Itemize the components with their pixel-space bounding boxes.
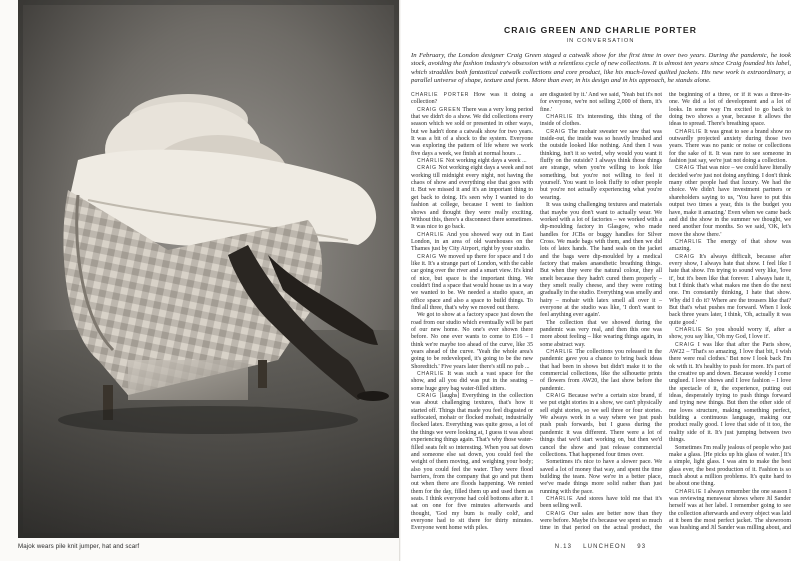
speaker-name: CHARLIE <box>546 114 574 121</box>
interview-paragraph <box>669 92 791 129</box>
magazine-name: LUNCHEON <box>583 544 627 550</box>
paragraph-text: The energy of that show was amazing. <box>669 238 791 253</box>
interview-paragraph <box>669 445 791 489</box>
paragraph-text: It was such a vast space for the show, and all you did was put in the seating – some huge grey bag water-filled sitters. <box>411 371 533 392</box>
article-body <box>411 92 791 532</box>
right-page <box>401 0 800 561</box>
interview-paragraph <box>669 165 791 238</box>
page-folio <box>401 544 800 550</box>
interview-paragraph <box>540 114 662 129</box>
interview-paragraph <box>540 393 662 459</box>
interview-paragraph <box>669 254 791 327</box>
paragraph-text: Because we're a certain size brand, if we put eight stories in a show, we can't physically sell eight stories, so we sell three or four stories. We always work in a way where we just push push push forwards, but I guess during the pandemic it was different. There were a lot of things that we'd start working on, but then we'd cancel the show and just release commercial collections. That happened four times over. <box>540 393 662 458</box>
speaker-name: CRAIG <box>546 510 566 517</box>
paragraph-text: We got to show at a factory space just down the road from our studio which eventually will be part of our new home. No one's ever shown there before. No one ever wants to come to E16 – I think we're maybe too ahead of the curve, like 35 years ahead of the curve. 'Yeah the whole area's going to be redeveloped, it's going to be the new Shoreditch.' Five years later there's still no pub ... <box>411 312 533 370</box>
speaker-name: CRAIG <box>417 253 437 260</box>
page-number: 93 <box>637 544 647 550</box>
interview-paragraph <box>411 371 533 393</box>
article-headline: CRAIG GREEN AND CHARLIE PORTER <box>503 25 698 35</box>
speaker-name: CHARLIE <box>675 327 703 333</box>
photo-caption: Majok wears pile knit jumper, hat and scarf <box>18 543 140 550</box>
paragraph-text: There was a very long period that we didn't do a show. We did collections every season which we sold or presented in other ways, but we hadn't done a catwalk show for two years. It was a bit of a shock to the system. Everyone was exploring the pattern of life where we work five days a week, we finish at normal hours ... <box>411 106 533 157</box>
speaker-name: CHARLIE <box>675 488 703 495</box>
interview-paragraph <box>411 92 533 107</box>
paragraph-text: It was great to see a brand show no outwardly projected anxiety during those two years. There was no panic or noise or collections for the sake of it. It was rare to see someone in fashion just say, we're just not doing a collection. <box>669 128 791 165</box>
paragraph-text: That was nice – we could have literally decided we're just not doing anything. I don't think many other people had that luxury. We had the choice. We didn't have investment partners or shareholders saying to us, 'You have to put this output two times a year, this is the budget you have, make it amazing.' Even when we came back and did the show in the summer we thought, we need another four months. So we said, 'OK, let's move the show there.' <box>669 165 791 238</box>
paragraph-text: How was it doing a collection? <box>411 92 533 106</box>
text-column-3 <box>669 92 791 532</box>
paragraph-text: Not working eight days a week and not working till midnight every night, not having the chaos of show and everything else that goes with it. But we missed it and it's an important thing to get back to doing. It's seen why I wanted to do fashion at college, because I went to fashion shows and thought they were really exciting. Without this, there's a disconnect there sometimes. It was nice to go back. <box>411 165 533 231</box>
interview-paragraph <box>540 202 662 320</box>
article-subhead: IN CONVERSATION <box>566 38 635 44</box>
speaker-name: CRAIG <box>675 341 695 348</box>
speaker-name: CRAIG GREEN <box>417 106 461 113</box>
interview-paragraph <box>411 232 533 254</box>
speaker-name: CHARLIE <box>546 495 574 502</box>
paragraph-text: And you showed way out in East London, in an area of old warehouses on the Thames just by City Airport, right by your studio. <box>411 231 533 253</box>
paragraph-text: Our sales are better now than they were before. Maybe it's because we spent so much time in that period on the actual product, the <box>540 510 662 532</box>
issue-number: N.13 <box>554 544 573 550</box>
interview-paragraph <box>411 254 533 313</box>
paragraph-text: Sometimes I'm really jealous of people who just make a glass. [He picks up his glass of water.] It's a simple, light glass. I was aim to make the best glass ever, the best production of it. Fashion is so much about a million problems. It's quite hard to be about one thing. <box>669 444 791 488</box>
paragraph-text: So you should worry if, after a show, you say like, 'Oh my God, I love it'. <box>669 327 791 341</box>
paragraph-text: Sometimes it's nice to have a slower pace. We saved a lot of money that way, and spent the time building the team. Now we're in a better place, we've made things more solid rather than just running with the pace. <box>540 459 662 495</box>
paragraph-text: The mohair sweater we saw that was inside-out, the inside was so heavily brushed and the outside looked like nothing. And then I was thinking, isn't it so weird, why would you want it fluffy on the outside? I always think those things are strange, when you're willing to look like something, but you're not willing to feel it yourself. You want to look fluffy to other people but you're not actually experiencing what you're wearing. <box>540 128 662 201</box>
interview-paragraph <box>411 393 533 532</box>
interview-paragraph <box>411 165 533 231</box>
interview-paragraph <box>669 327 791 342</box>
interview-paragraph <box>669 489 791 532</box>
speaker-name: CHARLIE <box>675 128 703 135</box>
speaker-name: CHARLIE <box>417 231 445 238</box>
paragraph-text: The collections you released in the pandemic gave you a chance to bring back ideas that had been in shows but didn't make it to the commercial collections, like the silhouette prints of flowers from AW20, the last show before the pandemic. <box>540 349 662 392</box>
paragraph-text: are disgusted by it.' And we said, 'Yeah but it's not for everyone, we're not selling 2,000 of them, it's fine.' <box>540 92 662 113</box>
interview-paragraph <box>540 349 662 393</box>
interview-paragraph <box>669 129 791 166</box>
article-intro: In February, the London designer Craig Green staged a catwalk show for the first time in over two years. During the pandemic, he took stock, avoiding the fashion industry's obsession with a relentless cycle of new collections. It is almost ten years since Craig founded his label, which straddles both fantastical catwalk collections and core product, like his much-loved quilted jackets. His new work is extraordinary, a parallel universe of shape, texture and form. More than ever, in his design and in his approach, he stands alone. <box>411 52 791 85</box>
speaker-name: CRAIG <box>417 165 437 172</box>
interview-paragraph <box>540 496 662 511</box>
speaker-name: CRAIG <box>546 393 566 400</box>
interview-paragraph <box>540 320 662 349</box>
interview-paragraph <box>669 239 791 254</box>
speaker-name: CHARLIE PORTER <box>411 92 470 98</box>
text-column-1 <box>411 92 533 532</box>
paragraph-text: The collection that we showed during the pandemic was very real, and then this one was more about feeling – like wearing things again, in some abstract way. <box>540 319 662 348</box>
speaker-name: CHARLIE <box>675 238 703 245</box>
interview-paragraph <box>540 92 662 114</box>
interview-paragraph <box>411 107 533 158</box>
interview-paragraph <box>540 511 662 532</box>
left-page <box>0 0 399 561</box>
interview-paragraph <box>669 342 791 445</box>
speaker-name: CRAIG <box>675 253 695 260</box>
paragraph-text: And stores have told me that it's been selling well. <box>540 495 662 510</box>
interview-paragraph <box>540 459 662 496</box>
text-column-2 <box>540 92 662 532</box>
speaker-name: CHARLIE <box>546 349 574 356</box>
paragraph-text: Not working eight days a week ... <box>445 158 527 165</box>
interview-paragraph <box>411 158 533 165</box>
paragraph-text: It's interesting, this thing of the inside of clothes. <box>540 114 662 128</box>
paragraph-text: [laughs] Everything in the collection was about challenging textures, that's how it started off. Things that made you feel disgusted or suffocated, mohair or flocked mohair, industrially flocked latex. Everything was quite gross, a lot of the things we were looking at, I guess it was about experiencing things again. That's why those water-filled seats felt so interesting. When you sat down and someone else sat down, you could feel the weight of them moving, and weighing your body; also you could feel the water. They were flood barriers, from the company that go and put them out when there are floods happening. We rented them for the day, filled them up and used them as seats. I think everyone had cold bottoms after it. I sat on one for five minutes afterwards and thought, 'God my bum is really cold', and everyone had to sit there for thirty minutes. Everyone went home with piles. <box>411 393 533 532</box>
speaker-name: CHARLIE <box>417 158 445 165</box>
paragraph-text: We moved up there for space and I do like it. It's a strange part of London, with the cable car going over the river and a smart view. It's kind of nice, but space is the important thing. We couldn't find a space that would house us in a way we wanted to be. We needed a studio space, an office space and also a space to build things. To find all three, that's why we moved out there. <box>411 253 533 311</box>
speaker-name: CHARLIE <box>417 371 445 378</box>
paragraph-text: the beginning of a three, or if it was a three-in-one. We did a lot of development and a lot of looks. In some way I'm excited to go back to doing two shows a year, because it allows the ideas to spread. There's breathing space. <box>669 92 791 128</box>
paragraph-text: It's always difficult, because after every show, I always hate that show. I feel like I hate that show. I'm trying to sound very like, 'love it', but it's been like that forever. I always hate it, but I think that's what makes me then do the next one. I'm constantly thinking, I hate that show. Why did I do it? Where are the trousers like that? But that's what pushes me forward. When I look back three years later, I think, 'Oh, actually it was quite good.' <box>669 253 791 326</box>
paragraph-text: I was like that after the Paris show, AW22 – 'That's so amazing, I love that bit, I wish there were real clothes.' But now I look back I'm ok with it. It's healthy to push for more. It's part of the creative up and down. Because weekly I come unglued. I love shows and I love fashion – I love the spectacle of it, the experience, putting out ideas, desperately trying to push things forward and trying new things. But then the other side of me loves structure, making something perfect, building a continuous language, making our product really good. I love that side of it too, the reality side of it. It's just jumping between two things. <box>669 341 791 444</box>
interview-paragraph <box>411 312 533 371</box>
paragraph-text: I always remember the one season I was reviewing menswear shows where Jil Sander herself was at her label. I remember going to see the collection afterwards and every object was laid at it been the most perfect jacket. The showroom was hushing and Jil Sander was milling about, and <box>669 488 791 532</box>
speaker-name: CRAIG <box>417 393 437 400</box>
paragraph-text: It was using challenging textures and materials that maybe you don't want to actually wear. We worked with a lot of factories – we worked with a dip-moulding factory in Glasgow, who made handles for JCBs or buggy handles for Silver Cross. We made bags with them, and then we did lots of latex hands. The hand seals on the jacket and the bags were dip-moulded by a medical factory that makes anaesthetic breathing things. But when they were the natural colour, they all smelt because they hadn't cured them properly – they smelt really cheese, and they were rotting gradually in the studio. Everything was smelly and hairy – mohair with latex smell all over it – everyone at the studio was like, 'I don't want to feel anything ever again'. <box>540 202 662 319</box>
fashion-photograph <box>18 0 399 538</box>
interview-paragraph <box>540 129 662 202</box>
speaker-name: CRAIG <box>675 165 695 172</box>
speaker-name: CRAIG <box>546 128 566 135</box>
